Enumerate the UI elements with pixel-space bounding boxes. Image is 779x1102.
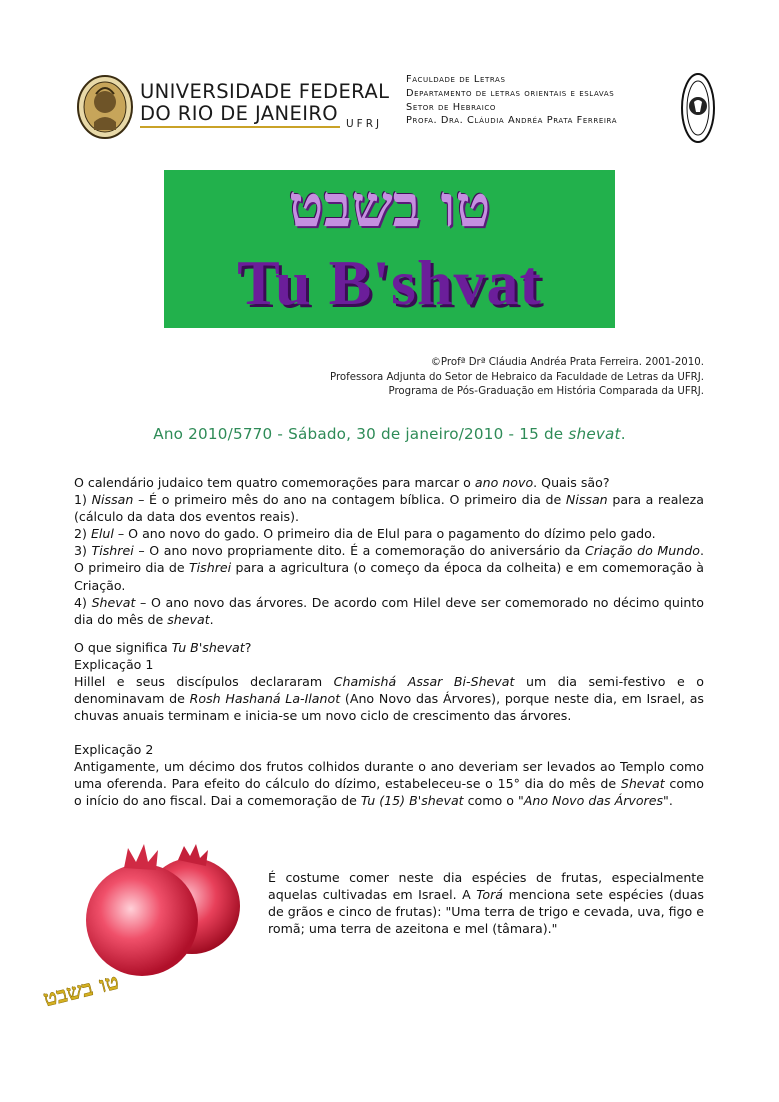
banner-hebrew-title: טו בשבט [288,172,491,240]
intro-question: O calendário judaico tem quatro comemorações para marcar o ano novo. Quais são? [74,475,610,490]
explanation-2-label: Explicação 2 [74,742,154,757]
department-block [406,73,617,128]
credits-line-position: Professora Adjunta do Setor de Hebraico da Faculdade de Letras da UFRJ. [329,371,704,383]
university-acronym: UFRJ [346,118,383,130]
explanation-2-text: Antigamente, um décimo dos frutos colhidos durante o ano deveriam ser levados ao Templo como uma oferenda. Para efeito do cálculo do dízimo, estabeleceu-se o 15° dia do mês de Shevat como o início do ano fiscal. Dai a comemoração de Tu (15) B'shevat como o "Ano Novo das Árvores". [74,759,705,809]
date-line-end: . [620,425,626,443]
ufrj-emblem-logo [76,74,134,140]
date-line [0,425,779,443]
list-item-shevat: 4) Shevat – O ano novo das árvores. De acordo com Hilel deve ser comemorado no décimo quinto dia do mês de shevat. [74,594,704,627]
university-name-line1: UNIVERSIDADE FEDERAL [140,80,390,103]
tu-bshvat-banner [164,170,615,328]
pomegranate-caption [41,969,122,1013]
explanation-1-text: Hillel e seus discípulos declararam Chamishá Assar Bi-Shevat um dia semi-festivo e o denominavam de Rosh Hashaná La-Ilanot (Ano Novo das Árvores), porque neste dia, em Israel, as chuvas anuais terminam e inicia-se um novo ciclo de crescimento das árvores. [74,674,704,724]
explanation-1-label: Explicação 1 [74,657,154,673]
list-item-elul: 2) Elul – O ano novo do gado. O primeiro dia de Elul para o pagamento do dízimo pelo gado. [74,526,656,542]
explanation-2-section [74,741,704,809]
svg-text:טו בשבט: טו בשבט [40,968,122,1013]
department-line-professor: Profa. Dra. Cláudia Andréa Prata Ferreira [406,115,618,127]
date-line-text: Ano 2010/5770 - Sábado, 30 de janeiro/2010 - 15 de [153,425,569,443]
university-underline [140,126,340,128]
date-line-month: shevat [568,425,621,443]
department-line-sector: Setor de Hebraico [406,101,496,113]
fruits-paragraph: É costume comer neste dia espécies de frutas, especialmente aquelas cultivadas em Israel. A Torá menciona sete espécies (duas de grãos e cinco de frutas): "Uma terra de trigo e cevada, uva, figo e romã; uma terra de azeitona e mel (tâmara)." [268,870,704,937]
meaning-question: O que significa Tu B'shevat? [74,640,252,655]
intro-section [74,474,704,628]
explanation-1-section [74,639,704,724]
author-credits [260,356,704,400]
university-name-line2: DO RIO DE JANEIRO [140,102,339,125]
department-line-department: Departamento de letras orientais e eslavas [406,87,615,99]
hebrew-sector-seal-logo [680,72,716,144]
credits-line-copyright: ©Profª Drª Cláudia Andréa Prata Ferreira. 2001-2010. [430,357,704,368]
list-item-tishrei: 3) Tishrei – O ano novo propriamente dito. É a comemoração do aniversário da Criação do Mundo. O primeiro dia de Tishrei para a agricultura (o começo da época da colheita) e em comemoração à Criação. [74,543,704,593]
banner-latin-title: Tu B'shvat [237,247,542,318]
department-line-faculty: Faculdade de Letras [406,74,506,85]
credits-line-program: Programa de Pós-Graduação em História Comparada da UFRJ. [388,386,704,397]
pomegranate-illustration [40,838,260,1013]
list-item-nissan: 1) Nissan – É o primeiro mês do ano na contagem bíblica. O primeiro dia de Nissan para a realeza (cálculo da data dos eventos reais). [74,492,704,525]
